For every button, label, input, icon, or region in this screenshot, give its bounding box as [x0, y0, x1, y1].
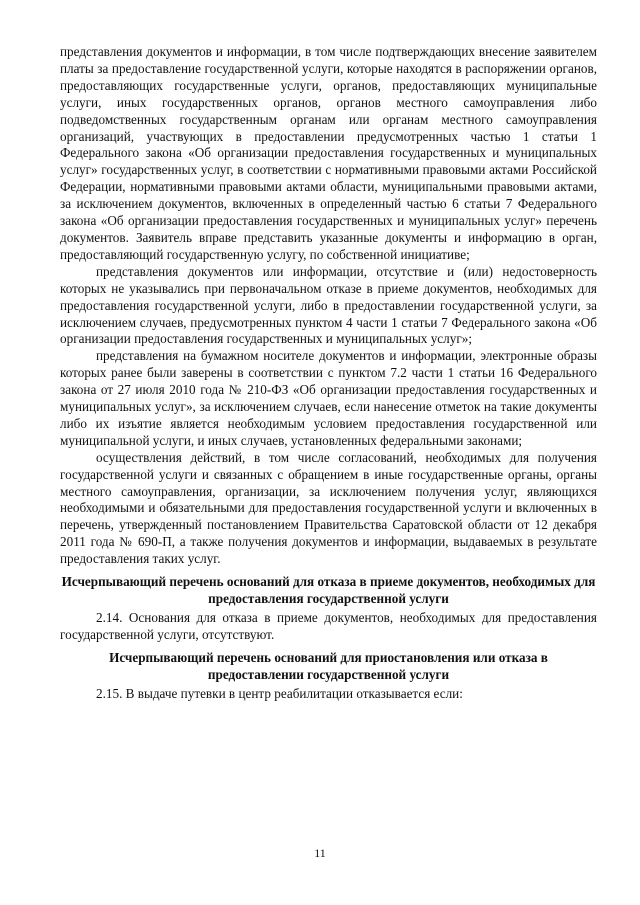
paragraph-documents-unreliability: представления документов или информации, отсутствие и (или) недостоверность которых не указывались при первоначальном отказе в приеме документов, необходимых для предоставления государственной услуги, либо в предоставлении государственной услуги, за исключением случаев, предусмотренных пунктом 4 части 1 статьи 7 Федерального закона «Об организации предоставления государственных и муниципальных услуг»;: [60, 263, 597, 347]
paragraph-2-15: 2.15. В выдаче путевки в центр реабилитации отказывается если:: [96, 686, 463, 702]
paragraph-documents-submission: представления документов и информации, в том числе подтверждающих внесение заявителем платы за предоставление государственной услуги, которые находятся в распоряжении органов, предоставляющих государственные услуги, органов, предоставляющих муниципальные услуги, иных государственных органов, органов местного самоуправления либо подведомственных государственным органам или органам местного самоуправления организаций, участвующих в предоставлении предусмотренных частью 1 статьи 1 Федерального закона «Об организации предоставления государственных и муниципальных услуг» государственных услуг, в соответствии с нормативными правовыми актами Российской Федерации, нормативными правовыми актами области, муниципальными правовыми актами, за исключением документов, включенных в определенный частью 6 статьи 7 Федерального закона «Об организации предоставления государственных и муниципальных услуг» перечень документов. Заявитель вправе представить указанные документы и информацию в орган, предоставляющий государственную услугу, по собственной инициативе;: [60, 44, 597, 262]
section-heading-refusal-grounds: Исчерпывающий перечень оснований для отказа в приеме документов, необходимых для предоставления государственной услуги: [61, 574, 596, 606]
section-heading-suspension-grounds: Исчерпывающий перечень оснований для приостановления или отказа в предоставлении государственной услуги: [109, 650, 548, 682]
paragraph-2-14: 2.14. Основания для отказа в приеме документов, необходимых для предоставления государственной услуги, отсутствуют.: [60, 610, 597, 643]
page-number: 11: [314, 846, 326, 860]
document-page: [60, 44, 597, 703]
paragraph-approvals: осуществления действий, в том числе согласований, необходимых для получения государственной услуги и связанных с обращением в иные государственные органы, органы местного самоуправления, организации, за исключением получения услуг, являющихся необходимыми и обязательными для предоставления государственной услуги и включенных в перечень, утвержденный постановлением Правительства Саратовской области от 12 декабря 2011 года № 690-П, а также получения документов и информации, выдаваемых в результате предоставления таких услуг.: [60, 449, 597, 567]
paragraph-paper-carrier: представления на бумажном носителе документов и информации, электронные образы которых ранее были заверены в соответствии с пунктом 7.2 части 1 статьи 16 Федерального закона от 27 июля 2010 года № 210-ФЗ «Об организации предоставления государственных и муниципальных услуг», за исключением случаев, если нанесение отметок на такие документы либо их изъятие является необходимым условием предоставления государственной или муниципальной услуги, и иных случаев, установленных федеральными законами;: [60, 348, 597, 448]
